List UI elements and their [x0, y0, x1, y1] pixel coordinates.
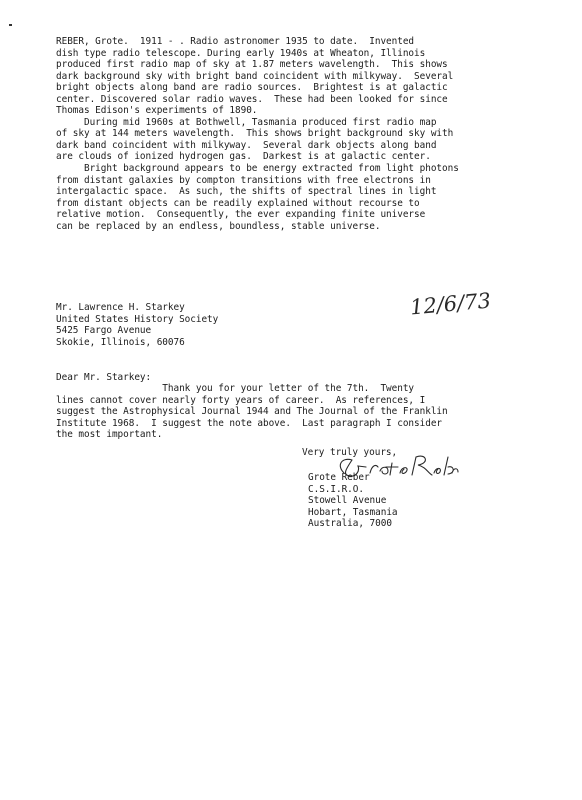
letter-line: Thank you for your letter of the 7th. Twenty [56, 383, 415, 394]
salutation: Dear Mr. Starkey: [56, 372, 152, 383]
handwritten-date: 12/6/73 [409, 288, 492, 320]
letter-line: lines cannot cover nearly forty years of career. As references, I [56, 394, 426, 406]
sender-line: Grote Reber [308, 472, 370, 483]
biography-line: bright objects along band are radio sources. Brightest is at galactic [56, 82, 448, 94]
sender-line: Australia, 7000 [308, 518, 392, 530]
biography-line: can be replaced by an endless, boundless, stable universe. [56, 220, 381, 232]
recipient-line: Mr. Lawrence H. Starkey [56, 302, 185, 313]
biography-line: dark background sky with bright band coincident with milkyway. Several [56, 70, 454, 82]
biography-line: During mid 1960s at Bothwell, Tasmania produced first radio map [56, 116, 437, 128]
letter-line: the most important. [56, 429, 163, 441]
letter-line: suggest the Astrophysical Journal 1944 and The Journal of the Franklin [56, 406, 448, 418]
scan-mark [9, 24, 12, 26]
recipient-line: 5425 Fargo Avenue [56, 325, 152, 337]
recipient-line: United States History Society [56, 313, 219, 325]
letter-line: Institute 1968. I suggest the note above. Last paragraph I consider [56, 417, 443, 429]
biography-line: REBER, Grote. 1911 - . Radio astronomer 1935 to date. Invented [56, 36, 415, 47]
letter-body [56, 383, 566, 441]
biography-line: dark band coincident with milkyway. Several dark objects along band [56, 139, 437, 151]
biography-line: Thomas Edison's experiments of 1890. [56, 105, 258, 117]
biography-line: of sky at 144 meters wavelength. This shows bright background sky with [56, 128, 454, 140]
biography-paragraph [56, 36, 566, 232]
sender-line: Hobart, Tasmania [308, 506, 398, 518]
biography-line: relative motion. Consequently, the ever expanding finite universe [56, 209, 426, 221]
recipient-line: Skokie, Illinois, 60076 [56, 336, 185, 348]
biography-line: from distant objects can be readily explained without recourse to [56, 197, 420, 209]
biography-line: are clouds of ionized hydrogen gas. Darkest is at galactic center. [56, 151, 431, 163]
biography-line: produced first radio map of sky at 1.87 meters wavelength. This shows [56, 59, 448, 71]
recipient-address [56, 302, 356, 348]
biography-line: from distant galaxies by compton transitions with free electrons in [56, 174, 431, 186]
sender-line: Stowell Avenue [308, 495, 387, 507]
biography-line: dish type radio telescope. During early 1940s at Wheaton, Illinois [56, 47, 426, 59]
biography-line: center. Discovered solar radio waves. These had been looked for since [56, 93, 448, 105]
biography-line: Bright background appears to be energy extracted from light photons [56, 163, 459, 175]
sender-line: C.S.I.R.O. [308, 483, 364, 495]
closing: Very truly yours, [302, 447, 398, 458]
sender-address [308, 472, 398, 530]
biography-line: intergalactic space. As such, the shifts of spectral lines in light [56, 186, 437, 198]
